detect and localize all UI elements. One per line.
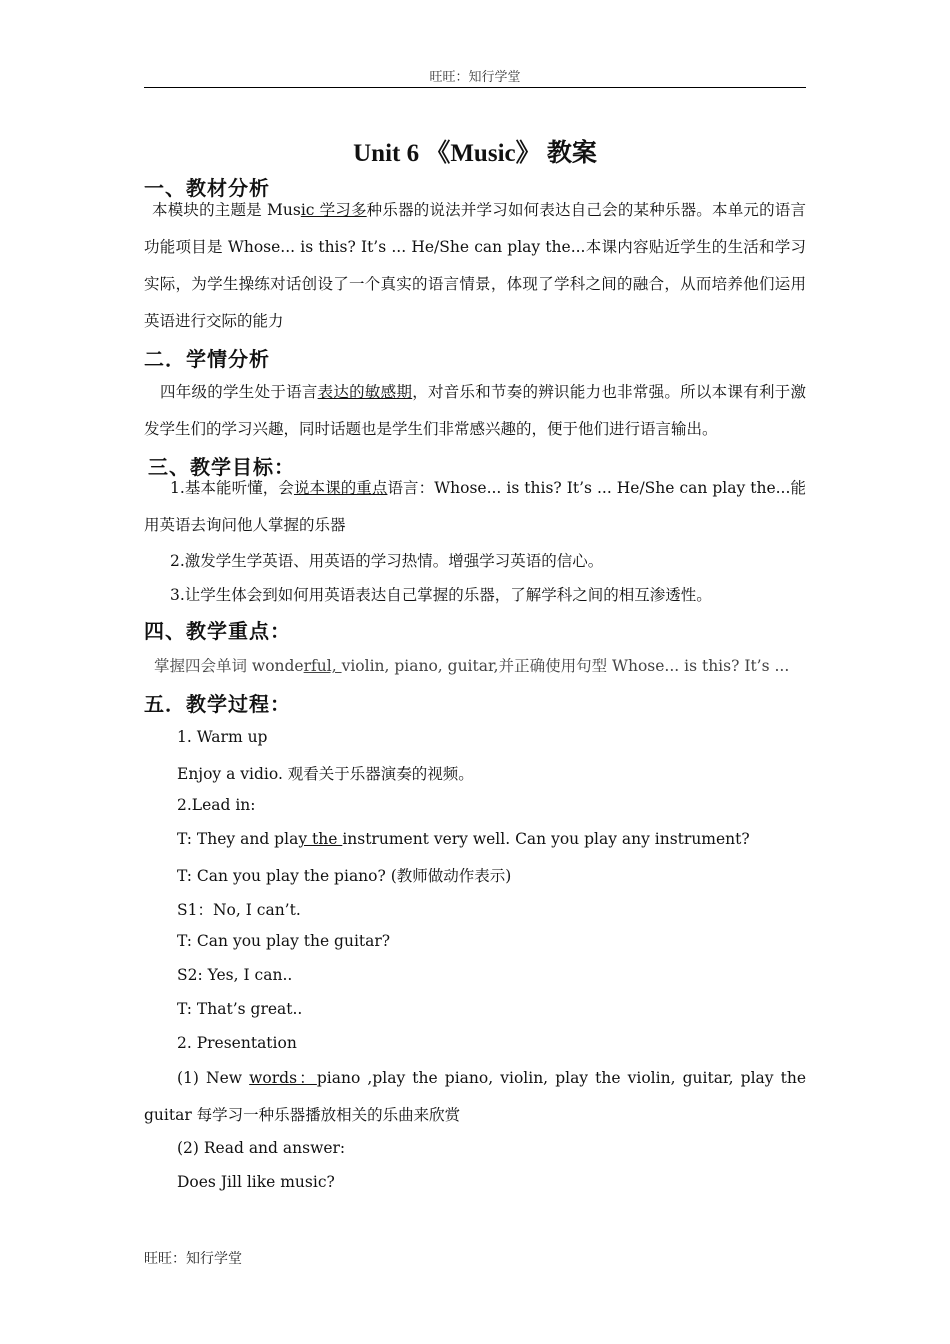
dialogue-line-1: T: They and play the instrument very well. Can you play any instrument? [177,830,750,848]
goal-3: 3.让学生体会到如何用英语表达自己掌握的乐器，了解学科之间的相互渗透性。 [170,586,712,604]
process-warm-up: 1. Warm up [177,728,268,746]
material-analysis-paragraph: 本模块的主题是 Music 学习多种乐器的说法并学习如何表达自己会的某种乐器。本单元的语言功能项目是 Whose... is this? It’s ... He/She can play the...本课内容贴近学生的生活和学习实际，为学生操练对话创设了一个真实的语言情景，体现了学科之间的融合，从而培养他们运用英语进行交际的能力 [144,201,806,330]
dialogue-line-5: S2: Yes, I can.. [177,966,293,984]
dialogue-line-4: T: Can you play the guitar? [177,932,391,950]
goal-2: 2.激发学生学英语、用英语的学习热情。增强学习英语的信心。 [170,552,604,570]
process-enjoy-video: Enjoy a vidio. 观看关于乐器演奏的视频。 [177,765,474,783]
new-words-paragraph: (1) New words：piano ,play the piano, violin, play the violin, guitar, play the guitar 每学习一种乐器播放相关的乐曲来欣赏 [144,1069,807,1124]
dialogue-line-6: T: That’s great.. [177,1000,303,1018]
read-and-answer: (2) Read and answer: [177,1139,346,1157]
question-line: Does Jill like music? [177,1173,335,1191]
section-heading-material-analysis: 一、教材分析 [144,176,270,200]
key-points-text: 掌握四会单词 wonderful, violin, piano, guitar,并正确使用句型 Whose... is this? It’s ... [154,657,790,675]
goal-1: 1.基本能听懂，会说本课的重点语言：Whose... is this? It’s ... He/She can play the...能用英语去询问他人掌握的乐器 [144,479,806,534]
section-heading-key-points: 四、教学重点： [144,619,291,643]
process-lead-in: 2.Lead in: [177,796,256,814]
dialogue-line-2: T: Can you play the piano? (教师做动作表示) [177,867,512,885]
page-footer: 旺旺：知行学堂 [144,1251,242,1267]
student-analysis-paragraph: 四年级的学生处于语言表达的敏感期，对音乐和节奏的辨识能力也非常强。所以本课有利于激发学生们的学习兴趣，同时话题也是学生们非常感兴趣的，便于他们进行语言输出。 [144,383,806,438]
section-heading-student-analysis: 二．学情分析 [144,347,270,371]
section-heading-teaching-goals: 三、教学目标： [148,455,295,479]
section-heading-teaching-process: 五．教学过程： [144,692,291,716]
dialogue-line-3: S1：No, I can’t. [177,901,301,919]
process-presentation: 2. Presentation [177,1034,297,1052]
document-title: Unit 6 《Music》 教案 [353,140,597,167]
page-header: 旺旺：知行学堂 [144,66,806,88]
